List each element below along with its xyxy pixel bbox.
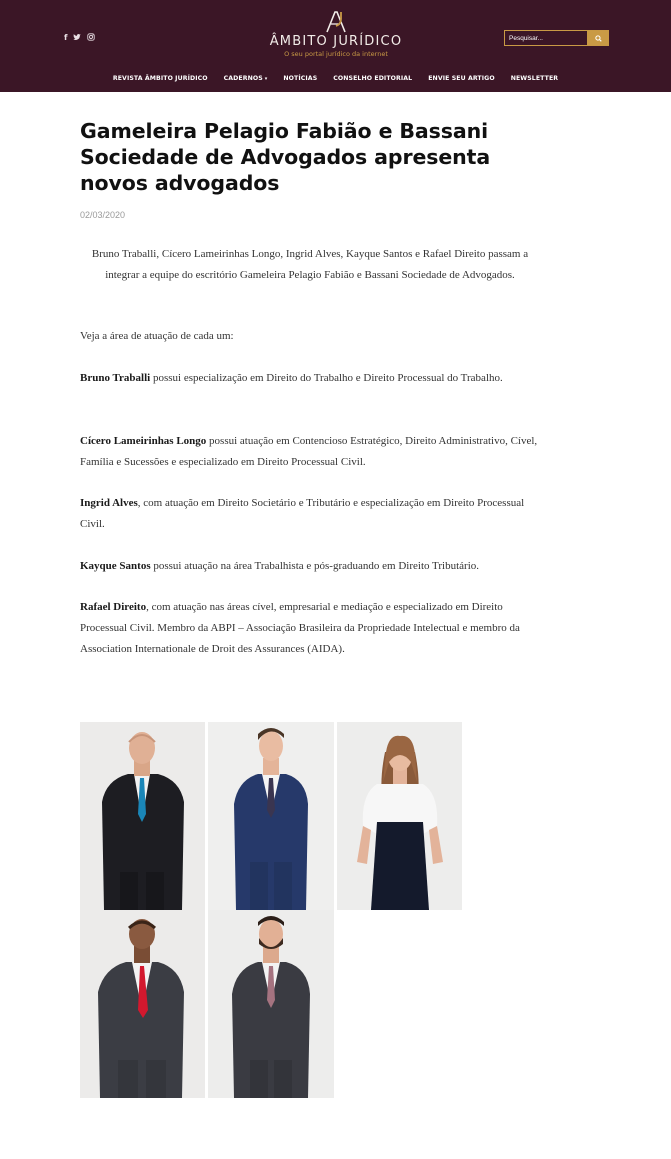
person-name: Kayque Santos — [80, 560, 151, 572]
instagram-icon[interactable] — [87, 33, 95, 44]
person-paragraph — [80, 431, 540, 473]
site-logo[interactable] — [260, 10, 412, 58]
person-name: Rafael Direito — [80, 601, 147, 613]
photo-kayque-santos — [80, 910, 205, 1098]
nav-noticias[interactable]: NOTÍCIAS — [283, 75, 318, 82]
photo-ingrid-alves — [337, 722, 462, 910]
nav-newsletter[interactable]: NEWSLETTER — [510, 75, 559, 82]
social-links — [64, 33, 95, 44]
nav-cadernos-label: CADERNOS — [223, 75, 263, 82]
person-name: Cícero Lameirinhas Longo — [80, 435, 207, 447]
article-title: Gameleira Pelagio Fabião e Bassani Sociedade de Advogados apresenta novos advogados — [80, 119, 491, 195]
photo-cicero-lameirinhas-longo — [208, 722, 334, 910]
logo-icon — [325, 10, 347, 34]
person-description: possui atuação na área Trabalhista e pós-graduando em Direito Tributário. — [150, 560, 480, 572]
person-description: , com atuação em Direito Societário e Tributário e especialização em Direito Processual Civil. — [80, 497, 525, 530]
person-name: Ingrid Alves — [80, 497, 138, 509]
search-icon — [595, 35, 602, 42]
person-paragraph — [80, 597, 540, 660]
article-date: 02/03/2020 — [80, 210, 126, 220]
person-description: possui atuação em Contencioso Estratégico, Direito Administrativo, Cível, Família e Sucessões e especializado em Direito Processual Civil. — [80, 435, 538, 468]
nav-cadernos[interactable] — [216, 74, 276, 84]
person-description: possui especialização em Direito do Trabalho e Direito Processual do Trabalho. — [150, 372, 503, 384]
person-description: , com atuação nas áreas cível, empresarial e mediação e especializado em Direito Processual Civil. Membro da ABPI – Associação Brasileira da Propriedade Intelectual e membro da Association Internationale de Droit des Assurances (AIDA). — [80, 601, 520, 655]
article-lede: Bruno Traballi, Cícero Lameirinhas Longo, Ingrid Alves, Kayque Santos e Rafael Direito passam a integrar a equipe do escritório Gameleira Pelagio Fabião e Bassani Sociedade de Advogados. — [91, 248, 529, 281]
search-input[interactable] — [504, 30, 588, 46]
person-name: Bruno Traballi — [80, 372, 151, 384]
person-paragraph — [80, 493, 540, 535]
site-header — [0, 0, 671, 92]
main-nav — [0, 74, 671, 84]
photo-bruno-traballi — [80, 722, 205, 910]
nav-envie-artigo[interactable]: ENVIE SEU ARTIGO — [428, 75, 495, 82]
facebook-icon[interactable]: f — [64, 33, 68, 42]
nav-conselho-editorial[interactable]: CONSELHO EDITORIAL — [333, 75, 413, 82]
person-paragraph — [80, 556, 540, 577]
search-bar — [504, 30, 609, 46]
nav-revista[interactable]: REVISTA ÂMBITO JURÍDICO — [112, 75, 208, 82]
site-name: ÂMBITO JURÍDICO — [269, 34, 403, 49]
article-intro: Veja a área de atuação de cada um: — [80, 330, 234, 342]
twitter-icon[interactable] — [73, 33, 81, 44]
site-tagline: O seu portal jurídico da internet — [284, 50, 388, 58]
search-button[interactable] — [588, 30, 609, 46]
person-paragraph — [80, 368, 540, 389]
caret-down-icon: ▾ — [264, 76, 268, 82]
photo-rafael-direito — [208, 910, 334, 1098]
